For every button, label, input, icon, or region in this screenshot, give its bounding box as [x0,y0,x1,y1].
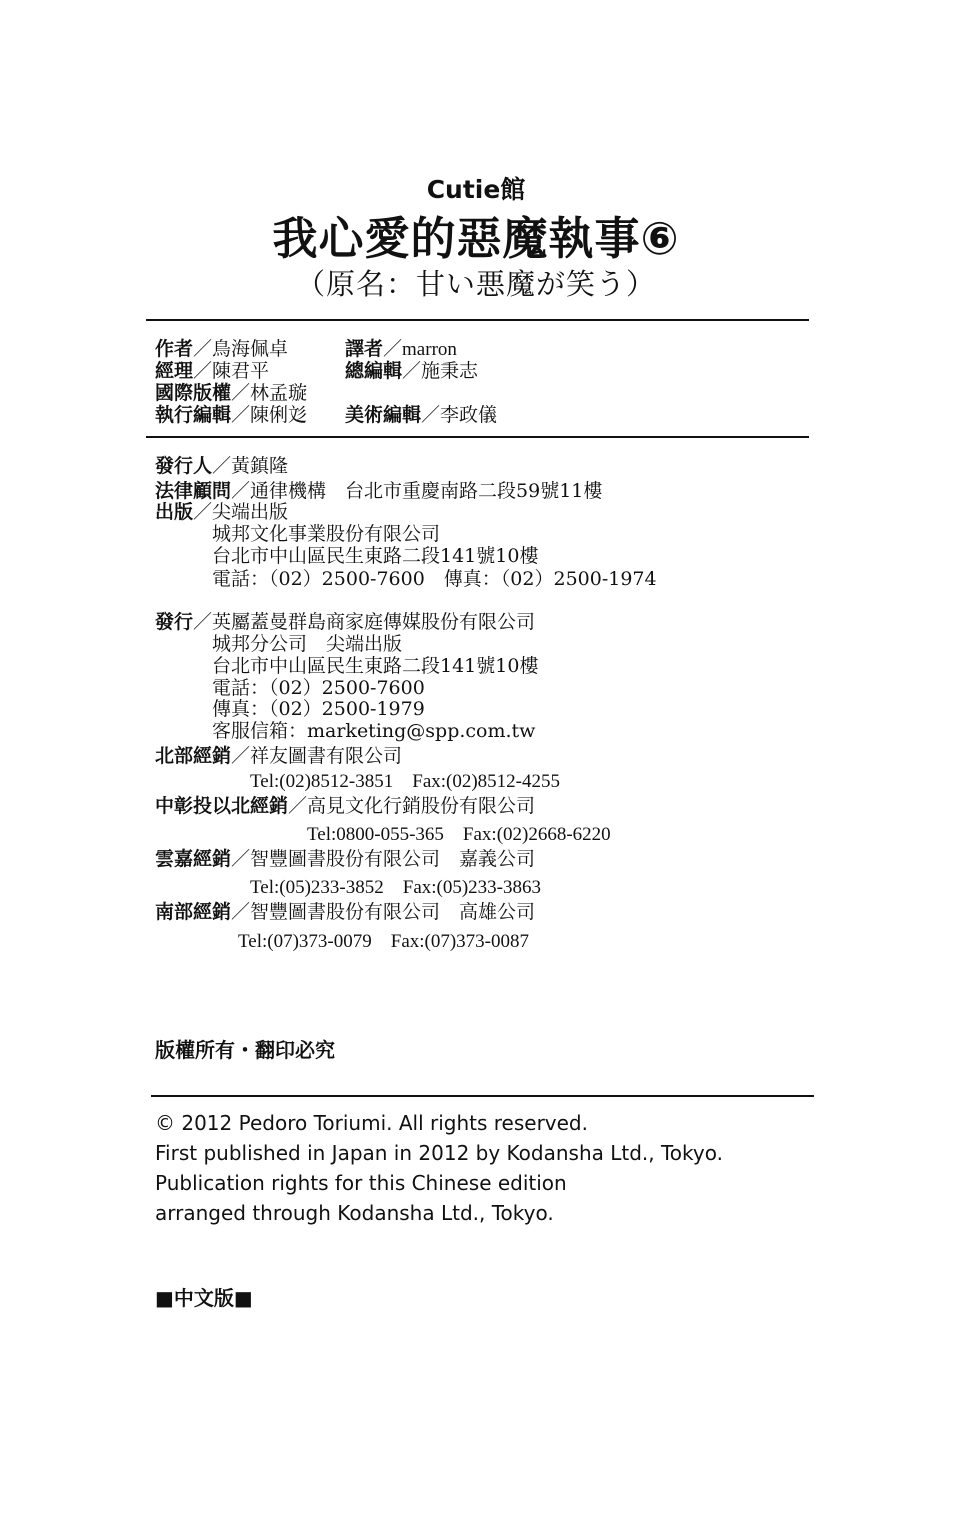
exec-editor-name: 陳俐彣 [250,404,308,426]
credit-translator: 譯者／marron [345,338,457,360]
legal-value: 通律機構 台北市重慶南路二段59號11樓 [250,480,603,502]
central-name: 高見文化行銷股份有限公司 [307,795,536,817]
legal-line: 法律顧問／通律機構 台北市重慶南路二段59號11樓 [155,480,603,502]
intl-rights-label: 國際版權 [155,382,232,404]
credit-art-editor: 美術編輯／李政儀 [345,404,498,426]
original-title: （原名：甘い悪魔が笑う） [295,267,656,301]
north-name: 祥友圖書有限公司 [250,745,403,767]
middle-divider [146,436,809,438]
press-line: 出版／尖端出版 [155,501,289,523]
press-label: 出版 [155,501,194,523]
north-line: 北部經銷／祥友圖書有限公司 [155,745,403,767]
credit-exec-editor: 執行編輯／陳俐彣 [155,404,308,426]
central-contact: Tel:0800-055-365 Fax:(02)2668-6220 [307,824,611,845]
south-line: 南部經銷／智豐圖書股份有限公司 高雄公司 [155,901,536,923]
press-company: 城邦文化事業股份有限公司 [212,523,441,545]
credit-chief-editor: 總編輯／施秉志 [345,360,479,382]
copyright-line: arranged through Kodansha Ltd., Tokyo. [155,1201,554,1225]
book-title: 我心愛的惡魔執事⑥ [272,212,680,265]
edition-label: ■中文版■ [155,1286,253,1310]
dist-branch: 城邦分公司 尖端出版 [212,633,403,655]
copyright-line: Publication rights for this Chinese edition [155,1171,567,1195]
copyright-line: First published in Japan in 2012 by Kodansha Ltd., Tokyo. [155,1141,723,1165]
credit-intl-rights: 國際版權／林孟璇 [155,382,308,404]
dist-name: 英屬蓋曼群島商家庭傳媒股份有限公司 [212,611,536,633]
north-label: 北部經銷 [155,745,232,767]
issuer-label: 發行人 [155,455,213,477]
dist-phone: 電話：（02）2500-7600 [212,677,425,699]
south-label: 南部經銷 [155,901,232,923]
dist-label: 發行 [155,611,194,633]
rights-notice: 版權所有・翻印必究 [155,1038,335,1062]
translator-label: 譯者 [345,338,384,360]
art-editor-name: 李政儀 [440,404,498,426]
dist-email: 客服信箱：marketing@spp.com.tw [212,720,536,742]
exec-editor-label: 執行編輯 [155,404,232,426]
yunjia-line: 雲嘉經銷／智豐圖書股份有限公司 嘉義公司 [155,848,536,870]
manager-name: 陳君平 [212,360,270,382]
issuer-line: 發行人／黃鎮隆 [155,455,289,477]
yunjia-name: 智豐圖書股份有限公司 嘉義公司 [250,848,536,870]
credit-author: 作者／鳥海佩卓 [155,338,289,360]
south-name: 智豐圖書股份有限公司 高雄公司 [250,901,536,923]
manager-label: 經理 [155,360,194,382]
credit-manager: 經理／陳君平 [155,360,270,382]
chief-editor-name: 施秉志 [421,360,479,382]
copyright-line: © 2012 Pedoro Toriumi. All rights reserved. [155,1111,588,1135]
series-name: Cutie館 [426,175,526,204]
press-phone: 電話：（02）2500-7600 傳真：（02）2500-1974 [212,568,657,590]
central-line: 中彰投以北經銷／高見文化行銷股份有限公司 [155,795,536,817]
intl-rights-name: 林孟璇 [250,382,308,404]
central-label: 中彰投以北經銷 [155,795,289,817]
author-label: 作者 [155,338,194,360]
chief-editor-label: 總編輯 [345,360,403,382]
dist-line: 發行／英屬蓋曼群島商家庭傳媒股份有限公司 [155,611,536,633]
legal-label: 法律顧問 [155,480,232,502]
yunjia-contact: Tel:(05)233-3852 Fax:(05)233-3863 [250,877,542,898]
yunjia-label: 雲嘉經銷 [155,848,232,870]
top-divider [146,319,809,321]
translator-name: marron [402,339,457,360]
art-editor-label: 美術編輯 [345,404,422,426]
bottom-divider [151,1095,814,1097]
issuer-name: 黃鎮隆 [231,455,289,477]
press-address: 台北市中山區民生東路二段141號10樓 [212,545,539,567]
press-name: 尖端出版 [212,501,289,523]
north-contact: Tel:(02)8512-3851 Fax:(02)8512-4255 [250,771,561,792]
author-name: 鳥海佩卓 [212,338,289,360]
dist-address: 台北市中山區民生東路二段141號10樓 [212,655,539,677]
dist-fax: 傳真：（02）2500-1979 [212,698,425,720]
south-contact: Tel:(07)373-0079 Fax:(07)373-0087 [238,931,530,952]
